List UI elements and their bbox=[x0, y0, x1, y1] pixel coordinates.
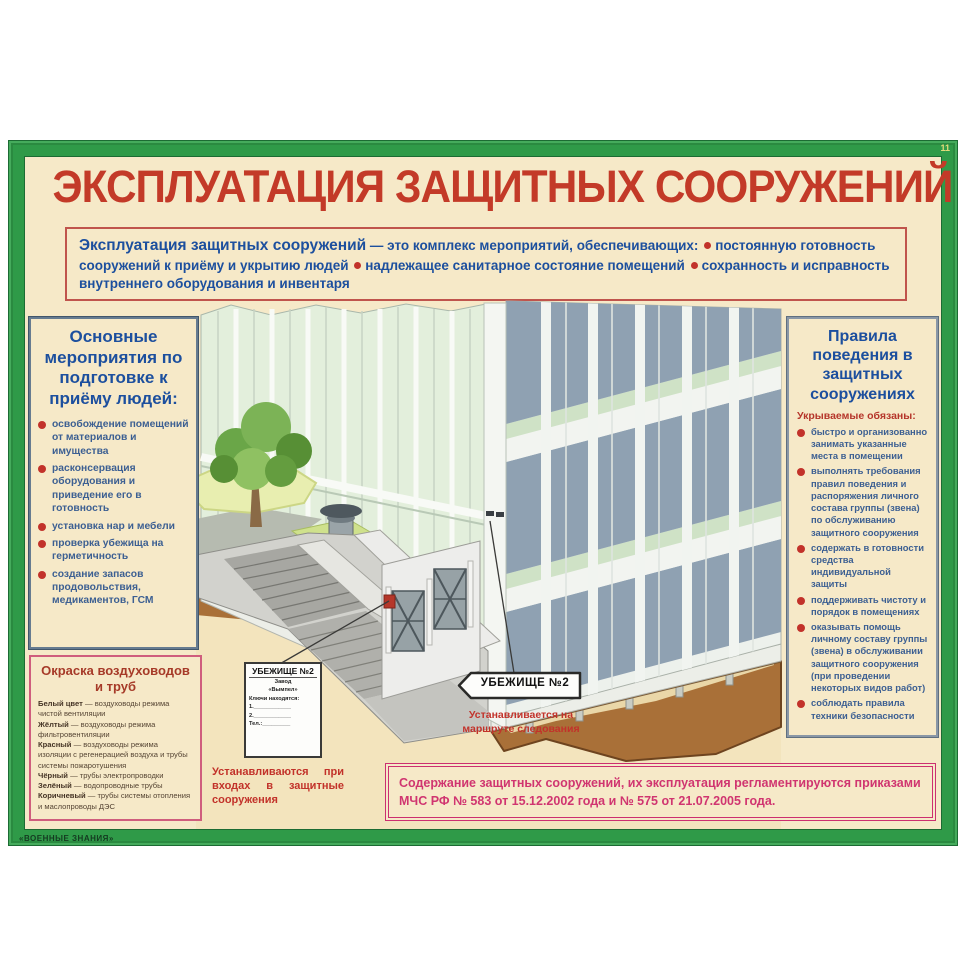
definition-item: надлежащее санитарное состояние помещений bbox=[365, 257, 685, 273]
paint-item: Чёрный — трубы электропроводки bbox=[38, 770, 164, 780]
left-panel-preparation bbox=[29, 317, 198, 649]
definition-box bbox=[65, 227, 907, 301]
bullet-icon bbox=[704, 242, 711, 249]
bullet-icon bbox=[691, 262, 698, 269]
route-arrow-sign bbox=[457, 671, 583, 701]
route-sign-title: УБЕЖИЩЕ №2 bbox=[480, 677, 570, 689]
bullet-icon bbox=[354, 262, 361, 269]
list-item: создание запасов продовольствия, медикаментов, ГСМ bbox=[38, 568, 189, 608]
paint-panel-title: Окраска воздуховодов и труб bbox=[41, 663, 190, 694]
plate-keys-line: Ключи находятся: bbox=[249, 695, 300, 702]
list-item: содержать в готовности средства индивидуальной защиты bbox=[797, 542, 928, 591]
definition-item: постоянную готовность сооружений к приёму и укрытию людей bbox=[79, 238, 876, 273]
bullet-icon bbox=[797, 545, 805, 553]
right-panel-subtitle: Укрываемые обязаны: bbox=[797, 409, 916, 422]
bullet-icon bbox=[797, 597, 805, 605]
poster-title: ЭКСПЛУАТАЦИЯ ЗАЩИТНЫХ СООРУЖЕНИЙ bbox=[52, 161, 953, 212]
list-item: быстро и организованно занимать указанные места в помещении bbox=[797, 426, 928, 463]
list-item: установка нар и мебели bbox=[38, 520, 189, 533]
paint-item: Зелёный — водопроводные трубы bbox=[38, 781, 163, 791]
bullet-icon bbox=[797, 700, 805, 708]
plate-sign-caption: Устанавливаются при входах в защитные сооружения bbox=[212, 766, 344, 806]
bullet-icon bbox=[797, 429, 805, 437]
wall-sign-red bbox=[384, 595, 395, 608]
bullet-icon bbox=[38, 465, 46, 473]
corner-sign-marks bbox=[486, 511, 494, 516]
left-panel-title: Основные мероприятия по подготовке к приёму людей: bbox=[44, 327, 183, 409]
poster-canvas bbox=[25, 157, 953, 829]
regulation-note-box bbox=[385, 763, 936, 821]
bullet-icon bbox=[797, 468, 805, 476]
list-item: соблюдать правила техники безопасности bbox=[797, 697, 928, 721]
list-item: поддерживать чистоту и порядок в помещениях bbox=[797, 594, 928, 618]
regulation-note-text: Содержание защитных сооружений, их эксплуатация регламентируются приказами МЧС РФ № 583 от 15.12.2002 года и № 575 от 21.07.2005 года. bbox=[399, 775, 921, 808]
publisher-label: «ВОЕННЫЕ ЗНАНИЯ» bbox=[19, 834, 114, 843]
bullet-icon bbox=[38, 523, 46, 531]
list-item: оказывать помощь личному составу группы (звена) в обслуживании защитного сооружения (при проведении некоторых видов работ) bbox=[797, 621, 928, 694]
paint-item: Белый цвет — воздуховоды режима чистой вентиляции bbox=[38, 699, 170, 719]
paint-item: Красный — воздуховоды режима изоляции с регенерацией воздуха и трубы системы пожаротушения bbox=[38, 740, 188, 770]
definition-lead: Эксплуатация защитных сооружений bbox=[79, 237, 367, 254]
plate-org-line: Завод bbox=[274, 679, 292, 685]
plate-sign-title: УБЕЖИЩЕ №2 bbox=[249, 666, 317, 678]
plate-key-line: 1.____________ bbox=[249, 704, 291, 711]
bullet-icon bbox=[797, 624, 805, 632]
list-item: расконсервация оборудования и приведение его в готовность bbox=[38, 462, 189, 516]
bullet-icon bbox=[38, 571, 46, 579]
definition-item: сохранность и исправность внутреннего оборудования и инвентаря bbox=[79, 257, 890, 292]
list-item: освобождение помещений от материалов и имущества bbox=[38, 418, 189, 458]
plate-org-line: «Вымпел» bbox=[268, 687, 298, 694]
list-item: выполнять требования правил поведения и распоряжения личного состава группы (звена) по обслуживанию защитного сооружения bbox=[797, 465, 928, 538]
paint-colors-panel bbox=[29, 655, 202, 821]
list-item: проверка убежища на герметичность bbox=[38, 537, 189, 564]
bullet-icon bbox=[38, 421, 46, 429]
paint-item: Коричневый — трубы системы отопления и маслопроводы ДЭС bbox=[38, 791, 191, 811]
definition-intro: — это комплекс мероприятий, обеспечивающих: bbox=[366, 238, 703, 253]
poster-frame bbox=[8, 140, 958, 846]
paint-item: Жёлтый — воздуховоды режима фильтровентиляции bbox=[38, 719, 156, 739]
plate-phone-line: Тел.:_________ bbox=[249, 720, 291, 727]
shelter-plate-sign bbox=[244, 662, 322, 758]
plate-key-line: 2.____________ bbox=[249, 712, 291, 719]
right-panel-title: Правила поведения в защитных сооружениях bbox=[810, 328, 915, 403]
route-sign-caption: Устанавливается на маршруте следования bbox=[462, 709, 580, 735]
bullet-icon bbox=[38, 540, 46, 548]
right-panel-rules bbox=[787, 317, 938, 737]
page-number: 11 bbox=[940, 143, 950, 153]
